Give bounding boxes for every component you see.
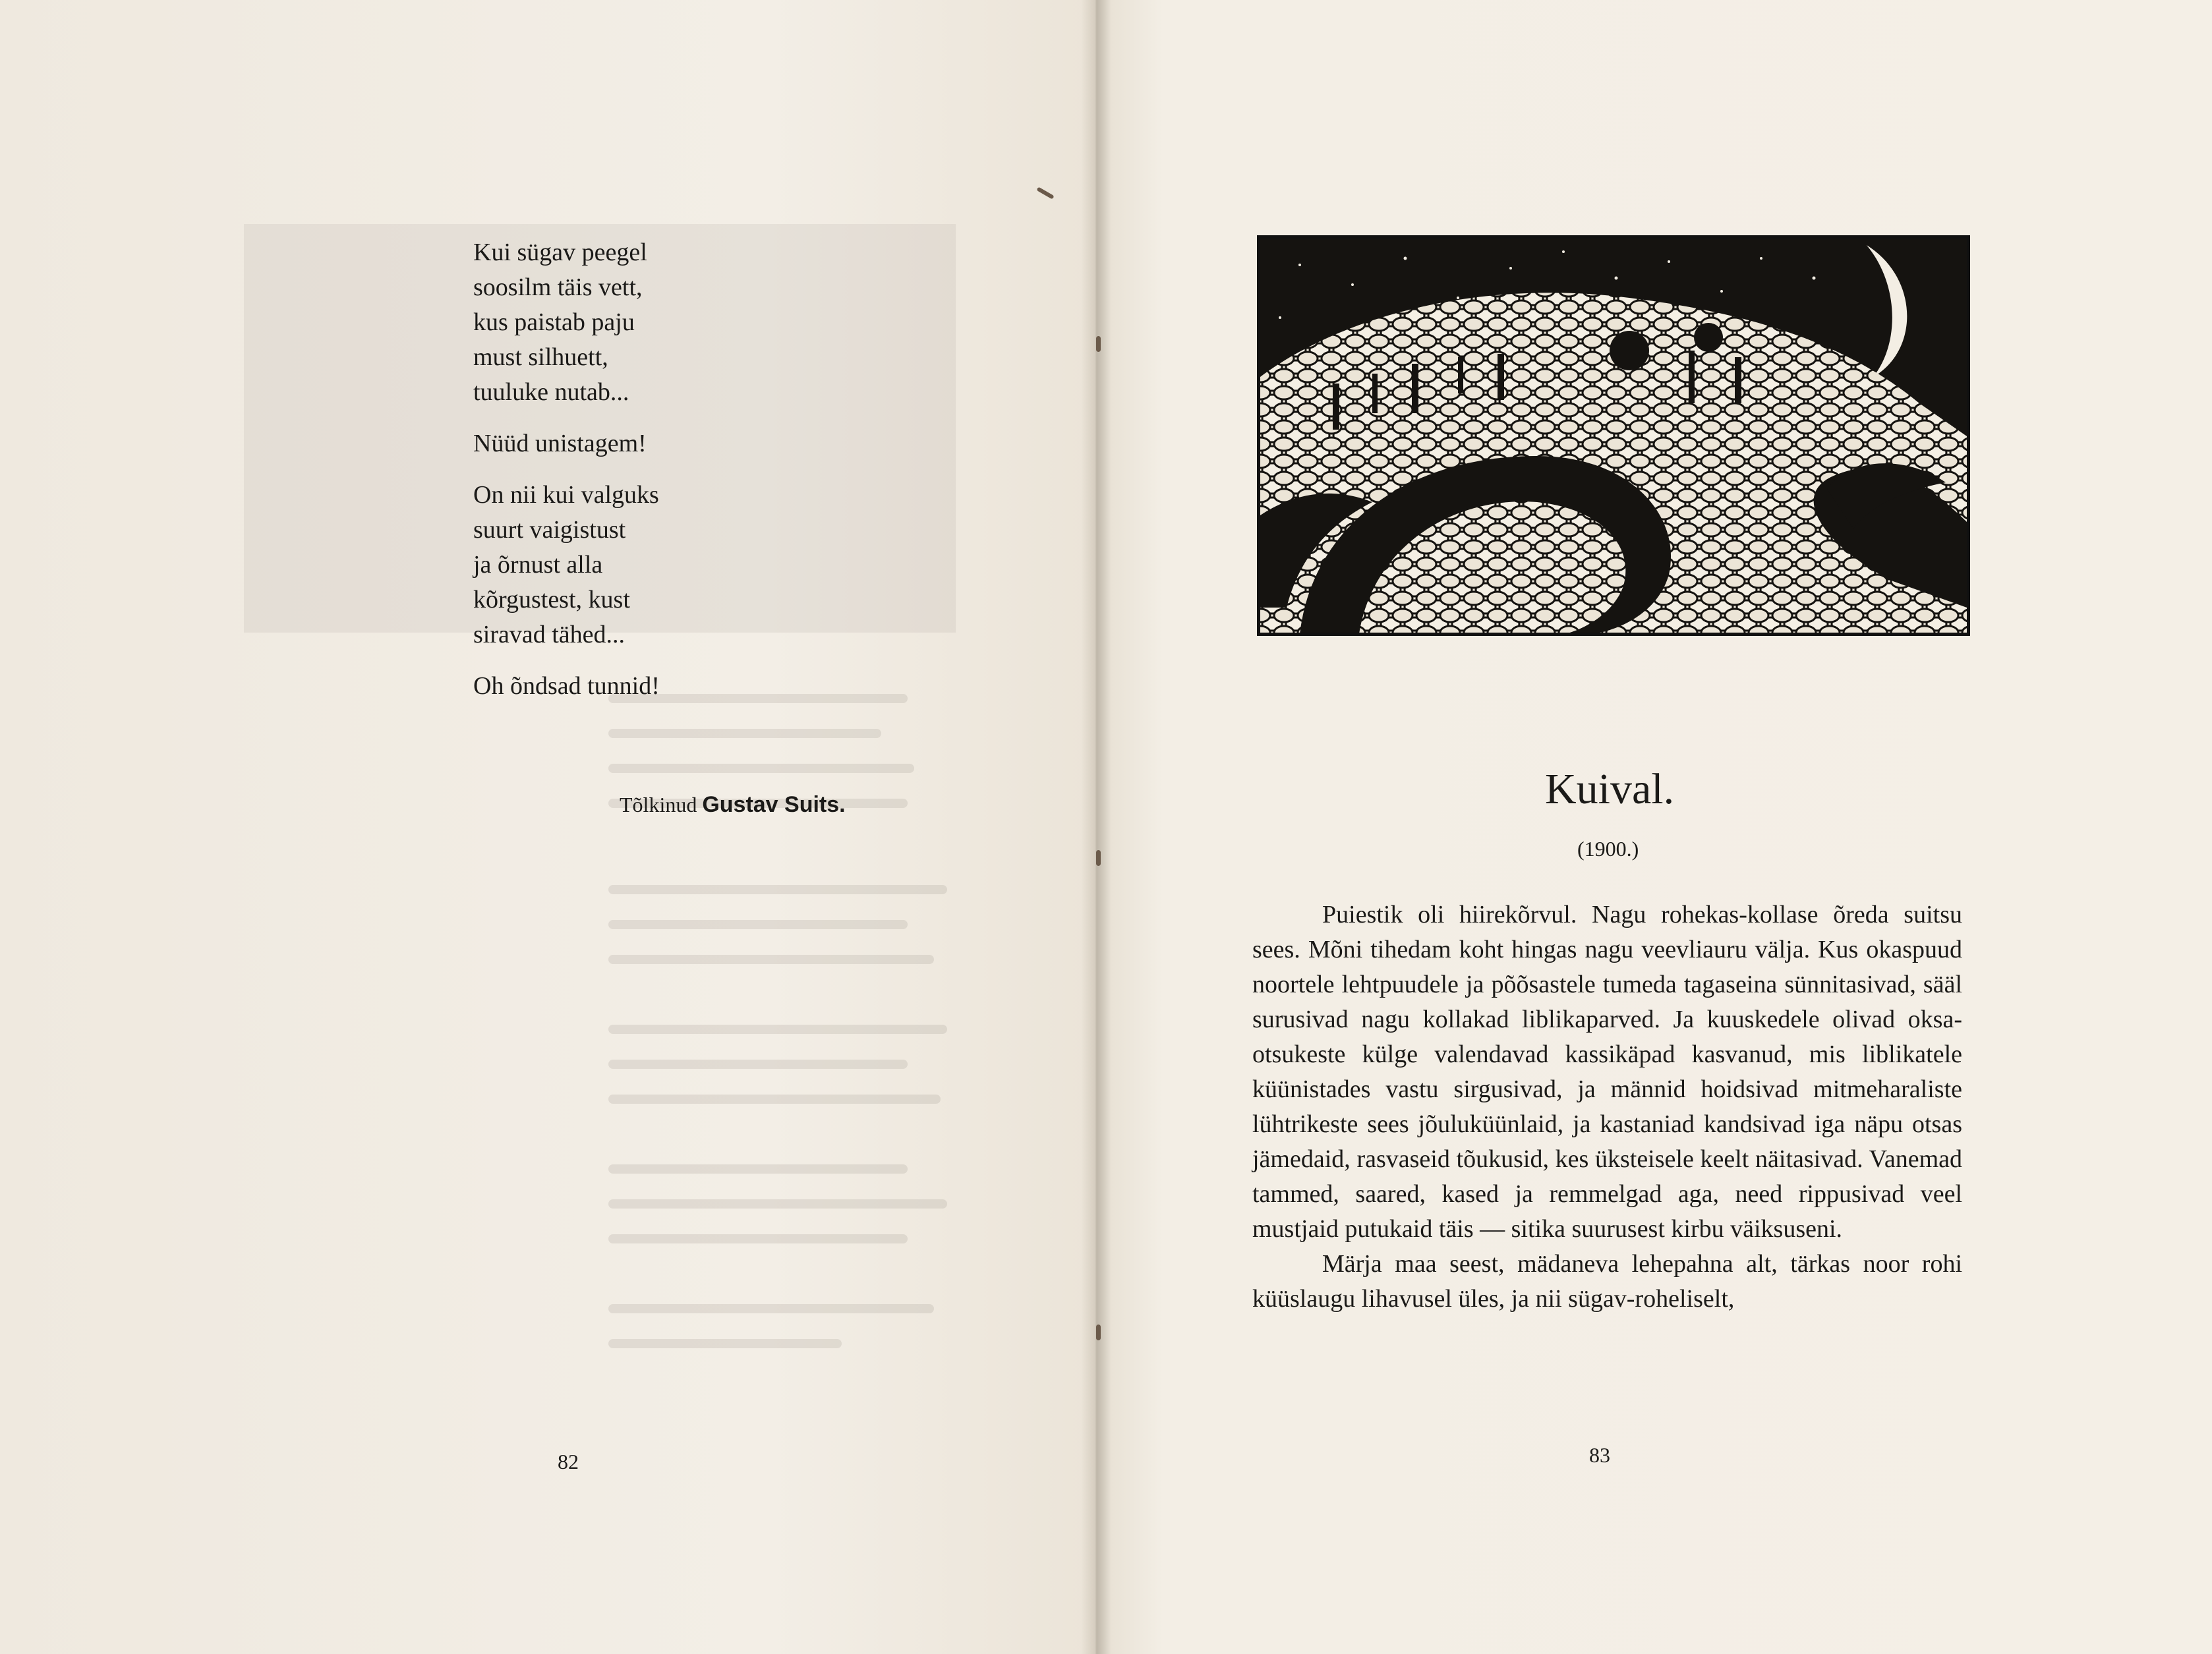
poem-line: tuuluke nutab... — [473, 378, 629, 406]
poem-line: soosilm täis vett, — [473, 273, 643, 301]
binding-stitch — [1096, 1325, 1101, 1340]
chapter-year: (1900.) — [1577, 837, 1639, 861]
poem-line: Nüüd unistagem! — [473, 430, 647, 457]
poem-stanza-2 — [473, 426, 660, 461]
page-number-left: 82 — [558, 1450, 579, 1473]
poem-stanza-4 — [473, 669, 660, 704]
illustration-art — [1260, 239, 1967, 633]
poem-stanza-3 — [473, 478, 660, 652]
poem-stanza-1 — [473, 235, 660, 410]
poem-line: kus paistab paju — [473, 308, 635, 336]
paragraph: Puiestik oli hiirekõrvul. Nagu rohekas-kollase õreda suitsu sees. Mõni tihedam koht hingas nagu veevliauru välja. Kus okaspuud noortele lehtpuudele ja põõsastele tumeda tagaseina sünnitasivad, sääl surusivad nagu kollakad liblikaparved. Ja kuuskedele olivad oksa-otsukeste külge valendavad kassikäpad kasvanud, mis liblikatele küünistades vastu sirgusivad, ja männid hoidsivad mitmeharaliste lühtrikeste sees jõuluküünlaid, ja kastaniad kandsivad iga näpu otsas jämedaid, rasvaseid tõukusid, kes üksteisele keelt näitasivad. Vanemad tammed, saared, kased ja remmelgad aga, need rippusivad veel mustjaid putukaid täis — sitika suurusest kirbu väiksuseni. — [1252, 901, 1962, 1243]
paragraph: Märja maa seest, mädaneva lehepahna alt, tärkas noor rohi küüslaugu lihavusel üles, ja nii sügav-roheliselt, — [1252, 1250, 1962, 1313]
translator-credit — [620, 792, 846, 818]
chapter-text — [1252, 898, 1962, 1317]
poem — [473, 235, 660, 720]
book-gutter — [1081, 0, 1111, 1654]
poem-line: siravad tähed... — [473, 621, 626, 648]
poem-line: ja õrnust alla — [473, 551, 603, 579]
poem-line: Kui sügav peegel — [473, 239, 647, 266]
binding-stitch — [1096, 850, 1101, 866]
translator-name: Gustav Suits. — [702, 792, 846, 817]
binding-stitch — [1096, 336, 1101, 352]
poem-line: kõrgustest, kust — [473, 586, 630, 613]
chapter-title: Kuival. — [1545, 765, 1675, 813]
chapter-illustration — [1257, 235, 1970, 636]
poem-line: must silhuett, — [473, 343, 608, 371]
poem-line: Oh õndsad tunnid! — [473, 672, 660, 700]
translator-label: Tõlkinud — [620, 793, 697, 816]
poem-line: On nii kui valguks — [473, 481, 659, 509]
poem-line: suurt vaigistust — [473, 516, 626, 544]
page-number-right: 83 — [1589, 1443, 1610, 1467]
